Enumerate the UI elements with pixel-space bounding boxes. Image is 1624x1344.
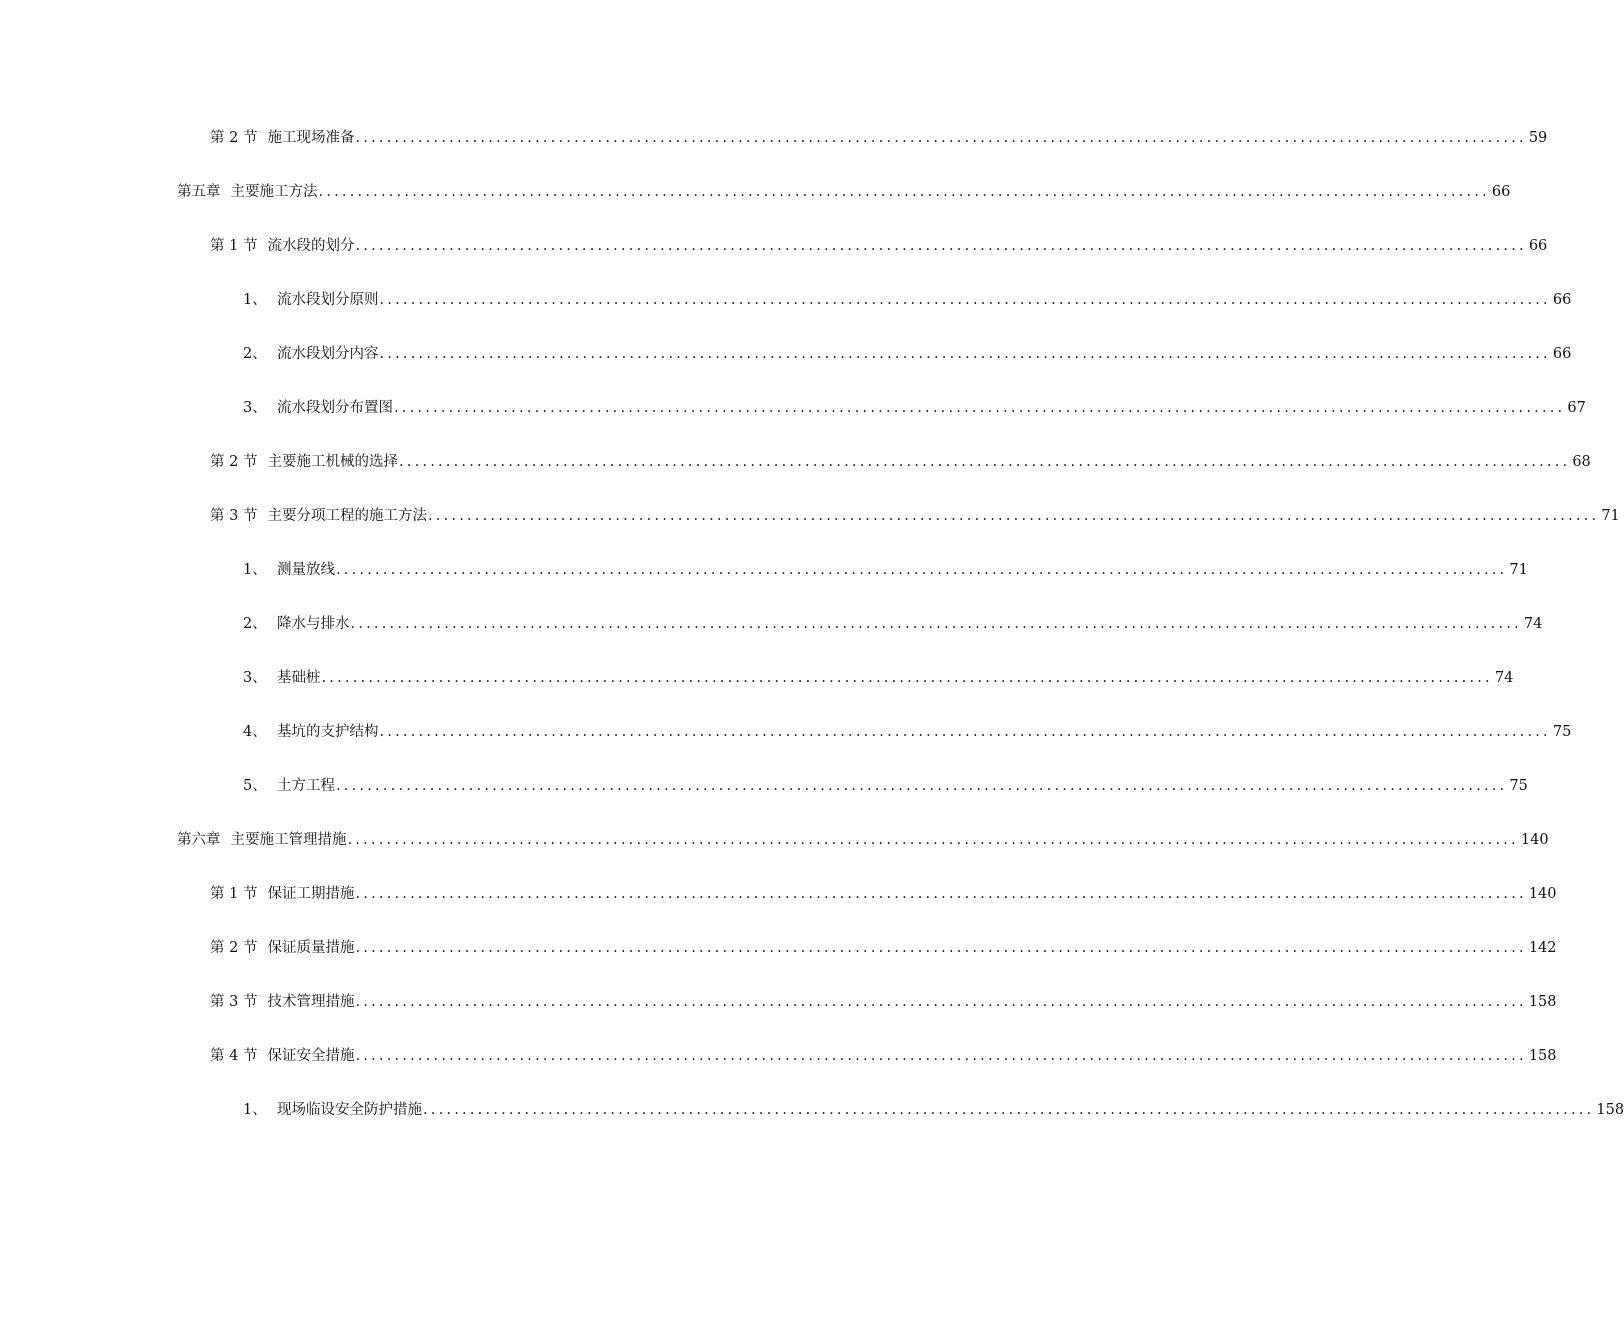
toc-entry[interactable] [0, 394, 1586, 448]
toc-entry[interactable] [0, 664, 1514, 718]
toc-entry-page-number: 158 [1528, 1048, 1557, 1064]
toc-entry[interactable] [0, 988, 1557, 1042]
toc-entry-title: 土方工程 [277, 778, 335, 794]
toc-dot-leader: ...................................................................................................................................................... [394, 400, 1566, 416]
toc-dot-leader: ...................................................................................................................................................... [355, 238, 1527, 254]
toc-entry-page-number: 74 [1494, 670, 1514, 686]
toc-dot-leader: ...................................................................................................................................................... [355, 940, 1527, 956]
toc-entry-title: 流水段划分内容 [277, 346, 379, 362]
toc-entry[interactable] [0, 610, 1543, 664]
toc-entry-number: 第 1 节 [210, 238, 258, 254]
toc-entry[interactable] [0, 340, 1572, 394]
toc-entry[interactable] [0, 1096, 1624, 1150]
toc-entry-page-number: 74 [1523, 616, 1543, 632]
toc-entry[interactable] [0, 502, 1620, 556]
toc-dot-leader: ...................................................................................................................................................... [355, 1048, 1527, 1064]
toc-entry[interactable] [0, 718, 1572, 772]
toc-entry-number: 第 2 节 [210, 454, 258, 470]
toc-dot-leader: ...................................................................................................................................................... [398, 454, 1571, 470]
toc-entry-page-number: 59 [1528, 130, 1548, 146]
toc-dot-leader: ...................................................................................................................................................... [318, 184, 1490, 200]
toc-dot-leader: ...................................................................................................................................................... [379, 346, 1551, 362]
toc-entry-page-number: 66 [1528, 238, 1548, 254]
toc-entry-title: 主要施工管理措施 [230, 832, 347, 848]
toc-entry-number: 第 4 节 [210, 1048, 258, 1064]
toc-entry-page-number: 68 [1572, 454, 1591, 470]
toc-entry-title: 基础桩 [277, 670, 321, 686]
toc-dot-leader: ...................................................................................................................................................... [321, 670, 1493, 686]
toc-entry-number: 第 3 节 [210, 994, 258, 1010]
toc-entry[interactable] [0, 232, 1548, 286]
toc-entry-title: 保证质量措施 [267, 940, 355, 956]
toc-entry-number: 第六章 [177, 832, 221, 848]
toc-entry-number: 2、 [243, 616, 267, 632]
toc-entry-number: 3、 [243, 400, 267, 416]
toc-entry-number: 第 2 节 [210, 130, 258, 146]
toc-entry[interactable] [0, 880, 1557, 934]
toc-entry-page-number: 66 [1552, 346, 1572, 362]
toc-entry-number: 1、 [243, 292, 267, 308]
toc-entry-title: 基坑的支护结构 [277, 724, 379, 740]
toc-dot-leader: ...................................................................................................................................................... [347, 832, 1519, 848]
toc-entry-title: 流水段划分原则 [277, 292, 379, 308]
table-of-contents [0, 124, 1624, 1150]
toc-entry-number: 第 1 节 [210, 886, 258, 902]
toc-entry-page-number: 66 [1552, 292, 1572, 308]
toc-entry-page-number: 158 [1596, 1102, 1624, 1118]
toc-entry[interactable] [0, 934, 1557, 988]
toc-dot-leader: ...................................................................................................................................................... [355, 994, 1527, 1010]
toc-entry-title: 技术管理措施 [267, 994, 355, 1010]
toc-entry-title: 流水段划分布置图 [277, 400, 393, 416]
toc-entry[interactable] [0, 1042, 1557, 1096]
toc-dot-leader: ...................................................................................................................................................... [423, 1102, 1595, 1118]
toc-entry-number: 2、 [243, 346, 267, 362]
toc-entry-title: 主要分项工程的施工方法 [267, 508, 427, 524]
toc-entry-number: 5、 [243, 778, 267, 794]
toc-dot-leader: ...................................................................................................................................................... [355, 130, 1527, 146]
toc-entry-number: 3、 [243, 670, 267, 686]
toc-dot-leader: ...................................................................................................................................................... [336, 778, 1508, 794]
toc-entry-title: 保证工期措施 [267, 886, 355, 902]
toc-entry[interactable] [0, 772, 1528, 826]
toc-entry[interactable] [0, 286, 1572, 340]
toc-entry-page-number: 140 [1520, 832, 1549, 848]
toc-entry-page-number: 75 [1552, 724, 1572, 740]
toc-entry[interactable] [0, 826, 1549, 880]
toc-entry-page-number: 140 [1528, 886, 1557, 902]
toc-dot-leader: ...................................................................................................................................................... [355, 886, 1527, 902]
toc-entry-number: 第五章 [177, 184, 221, 200]
toc-entry-title: 流水段的划分 [267, 238, 355, 254]
toc-entry-page-number: 71 [1601, 508, 1620, 524]
toc-entry-number: 第 3 节 [210, 508, 258, 524]
toc-entry-page-number: 67 [1567, 400, 1586, 416]
toc-entry-number: 4、 [243, 724, 267, 740]
toc-entry-page-number: 71 [1509, 562, 1528, 578]
toc-dot-leader: ...................................................................................................................................................... [336, 562, 1508, 578]
toc-entry-number: 1、 [243, 1102, 267, 1118]
toc-dot-leader: ...................................................................................................................................................... [350, 616, 1522, 632]
toc-entry-page-number: 142 [1528, 940, 1557, 956]
toc-entry-page-number: 158 [1528, 994, 1557, 1010]
toc-entry-number: 1、 [243, 562, 267, 578]
toc-entry[interactable] [0, 556, 1528, 610]
toc-entry-title: 降水与排水 [277, 616, 350, 632]
toc-entry[interactable] [0, 448, 1591, 502]
toc-entry-title: 主要施工方法 [230, 184, 318, 200]
toc-entry-title: 施工现场准备 [267, 130, 355, 146]
toc-entry-page-number: 66 [1491, 184, 1511, 200]
toc-dot-leader: ...................................................................................................................................................... [427, 508, 1600, 524]
toc-entry[interactable] [0, 124, 1548, 178]
toc-dot-leader: ...................................................................................................................................................... [379, 292, 1551, 308]
toc-entry-title: 保证安全措施 [267, 1048, 355, 1064]
toc-dot-leader: ...................................................................................................................................................... [379, 724, 1551, 740]
toc-entry-title: 主要施工机械的选择 [267, 454, 398, 470]
toc-entry-title: 测量放线 [277, 562, 335, 578]
toc-entry[interactable] [0, 178, 1511, 232]
toc-entry-number: 第 2 节 [210, 940, 258, 956]
toc-entry-title: 现场临设安全防护措施 [277, 1102, 422, 1118]
toc-entry-page-number: 75 [1509, 778, 1528, 794]
